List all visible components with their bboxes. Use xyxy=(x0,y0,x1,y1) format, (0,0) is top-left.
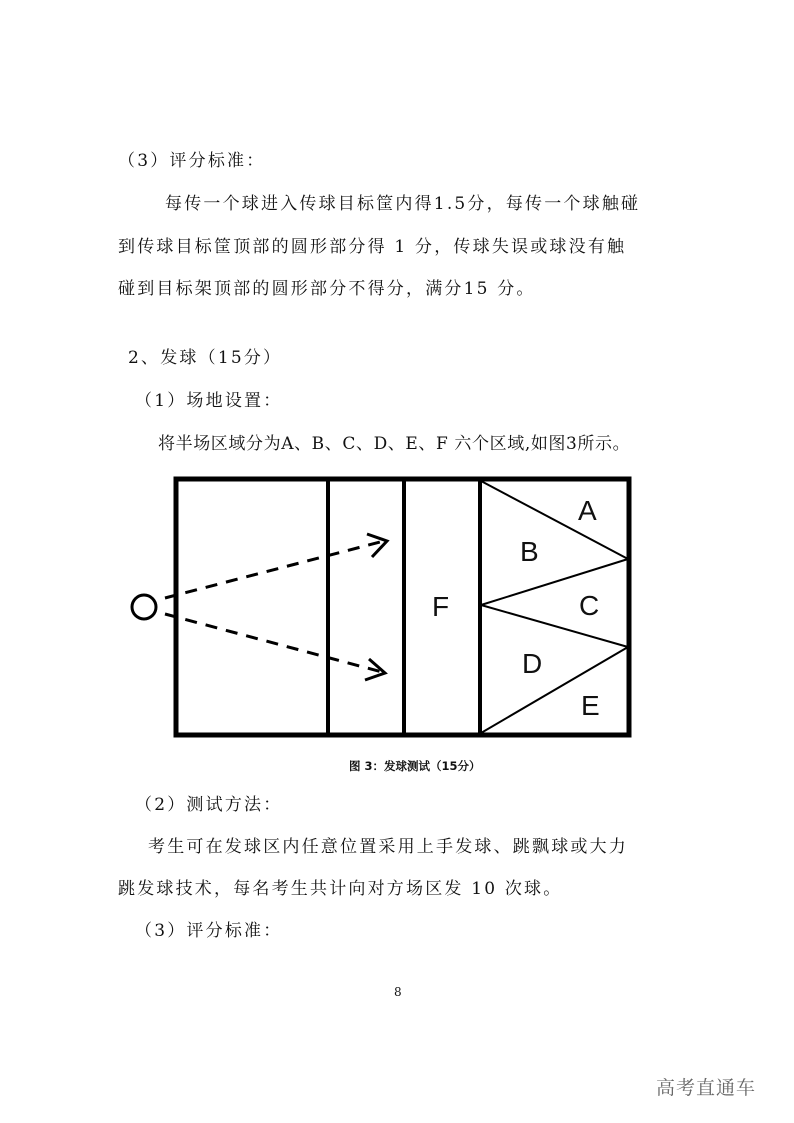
scoring-heading-1: （3）评分标准： xyxy=(118,151,266,171)
page-number: 8 xyxy=(394,985,402,999)
setup-text: 将半场区域分为A、B、C、D、E、F 六个区域,如图3所示。 xyxy=(158,434,631,454)
scoring-line-1: 每传一个球进入传球目标筐内得1.5分，每传一个球触碰 xyxy=(165,194,641,214)
method-heading: （2）测试方法： xyxy=(135,795,283,815)
method-line-2: 跳发球技术，每名考生共计向对方场区发 10 次球。 xyxy=(118,879,563,899)
watermark: 高考直通车 xyxy=(656,1077,757,1099)
zone-label-B: B xyxy=(520,536,539,567)
section-title-serve: 2、发球（15分） xyxy=(128,348,283,368)
method-line-1: 考生可在发球区内任意位置采用上手发球、跳飘球或大力 xyxy=(148,837,628,857)
zone-label-D: D xyxy=(522,648,543,679)
server-marker xyxy=(132,595,156,619)
zone-label-E: E xyxy=(581,690,600,721)
zone-label-A: A xyxy=(578,495,597,526)
zone-label-C: C xyxy=(579,590,600,621)
zone-label-F: F xyxy=(432,591,450,622)
scoring-line-2: 到传球目标筐顶部的圆形部分得 1 分，传球失误或球没有触 xyxy=(118,237,627,257)
figure-caption: 图 3：发球测试（15分） xyxy=(349,759,481,773)
setup-heading: （1）场地设置： xyxy=(135,391,283,411)
scoring-line-3: 碰到目标架顶部的圆形部分不得分，满分15 分。 xyxy=(118,279,536,299)
scoring-heading-2: （3）评分标准： xyxy=(135,921,283,941)
